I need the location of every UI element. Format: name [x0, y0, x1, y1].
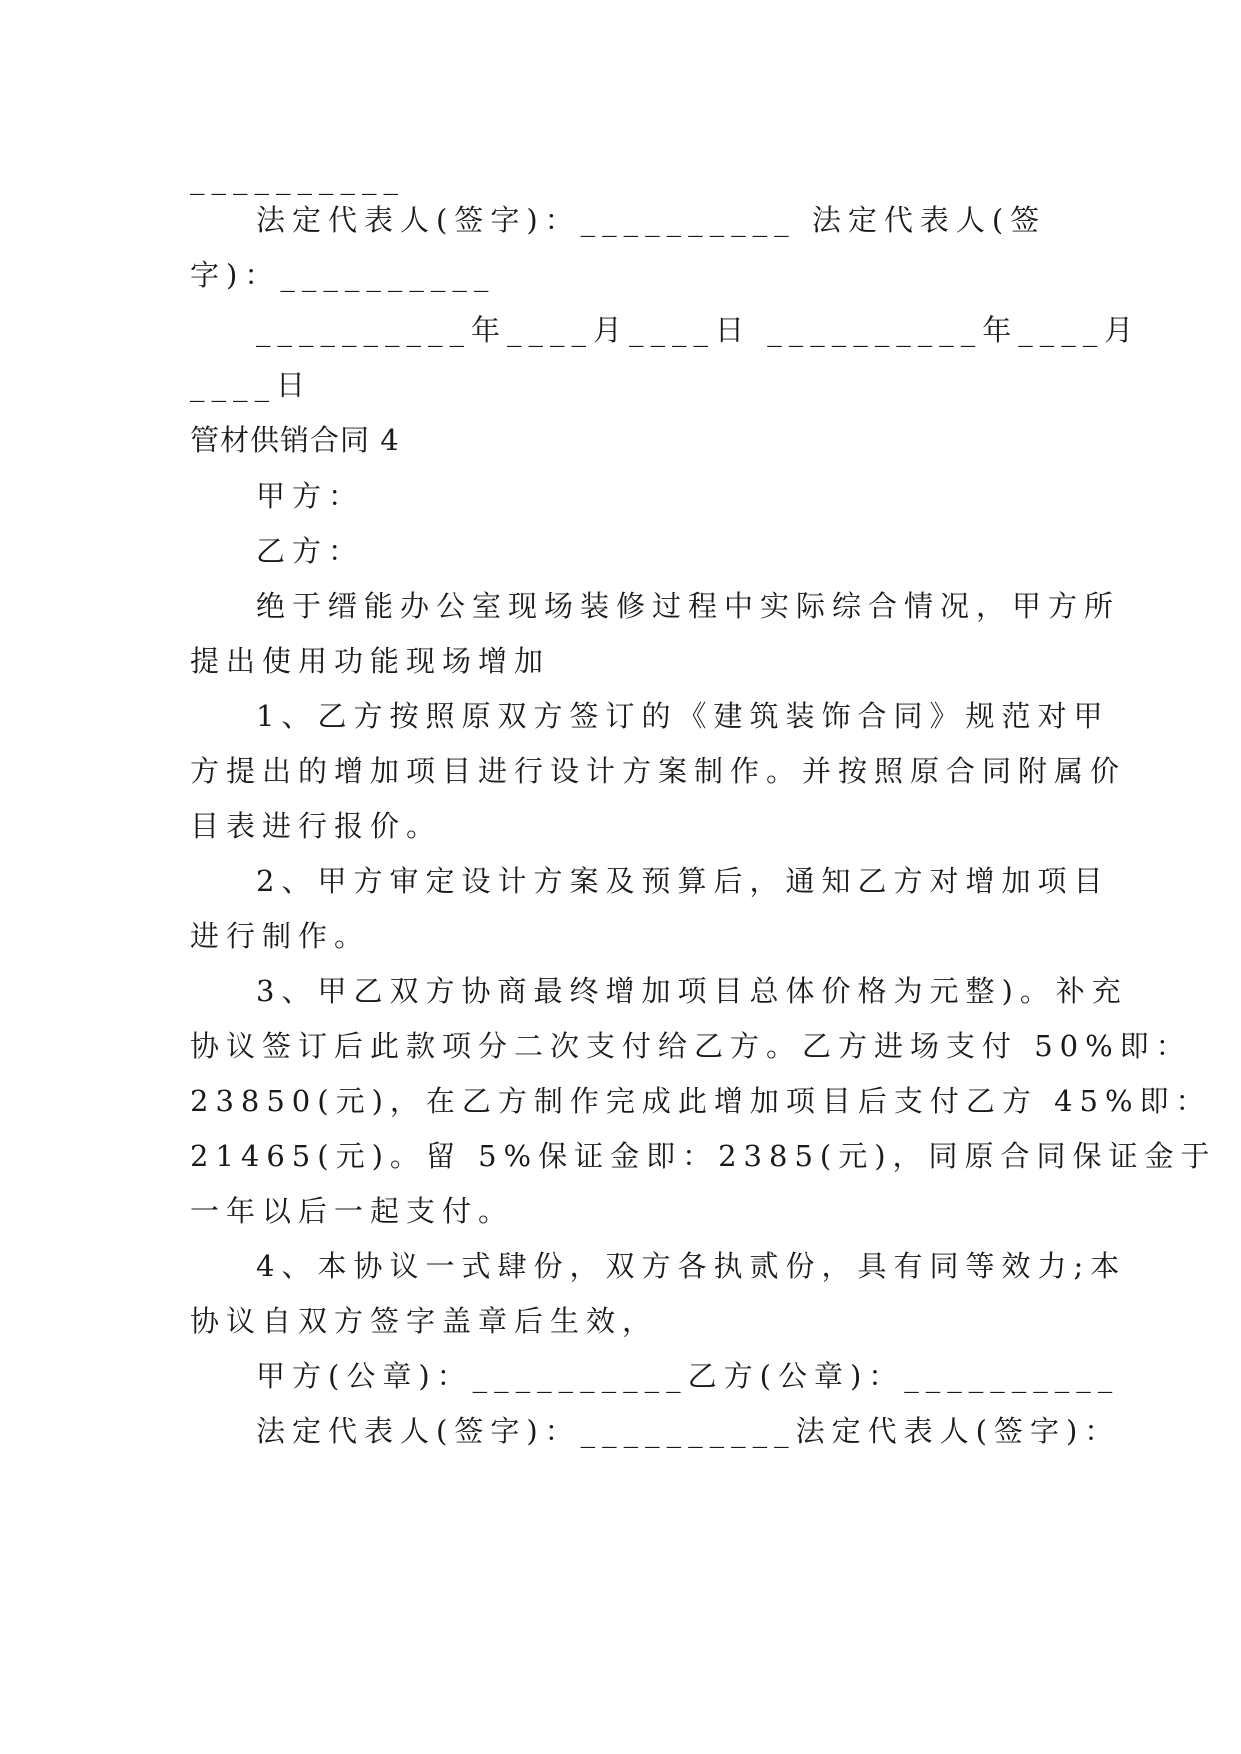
- clause-4-line: 4、本协议一式肆份，双方各执贰份，具有同等效力;本: [256, 1249, 1127, 1283]
- clause-3-line: 3、甲乙双方协商最终增加项目总体价格为元整)。补充: [256, 974, 1128, 1008]
- clause-3-line: 协议签订后此款项分二次支付给乙方。乙方进场支付 50%即：: [190, 1029, 1192, 1063]
- party-a-line: 甲方：: [256, 479, 365, 513]
- date-line-cont: ____日: [190, 368, 313, 402]
- clause-3-line: 一年以后一起支付。: [190, 1194, 515, 1228]
- intro-paragraph-line: 提出使用功能现场增加: [190, 644, 551, 678]
- party-b-line: 乙方：: [256, 534, 365, 568]
- legal-rep-signature-line-cont: 字)：__________: [190, 258, 496, 292]
- legal-rep-signature-line: 法定代表人(签字)：__________法定代表人(签字)：: [256, 1414, 1121, 1448]
- clause-3-line: 21465(元)。留 5%保证金即：2385(元)，同原合同保证金于: [190, 1139, 1217, 1173]
- clause-3-line: 23850(元)，在乙方制作完成此增加项目后支付乙方 45%即：: [190, 1084, 1212, 1118]
- seal-line: 甲方(公章)：__________乙方(公章)：__________: [256, 1359, 1120, 1393]
- clause-4-line: 协议自双方签字盖章后生效，: [190, 1304, 659, 1338]
- legal-rep-signature-line: 法定代表人(签字)：__________ 法定代表人(签: [256, 203, 1047, 237]
- contract-title: 管材供销合同 4: [190, 423, 400, 457]
- clause-1-line: 1、乙方按照原双方签订的《建筑装饰合同》规范对甲: [256, 699, 1110, 733]
- clause-1-line: 目表进行报价。: [190, 809, 443, 843]
- signature-line: __________: [190, 161, 405, 195]
- intro-paragraph-line: 绝于缙能办公室现场装修过程中实际综合情况，甲方所: [256, 589, 1121, 623]
- clause-1-line: 方提出的增加项目进行设计方案制作。并按照原合同附属价: [190, 754, 1127, 788]
- date-line: __________年____月____日 __________年____月: [256, 313, 1141, 347]
- clause-2-line: 进行制作。: [190, 919, 371, 953]
- clause-2-line: 2、甲方审定设计方案及预算后，通知乙方对增加项目: [256, 864, 1110, 898]
